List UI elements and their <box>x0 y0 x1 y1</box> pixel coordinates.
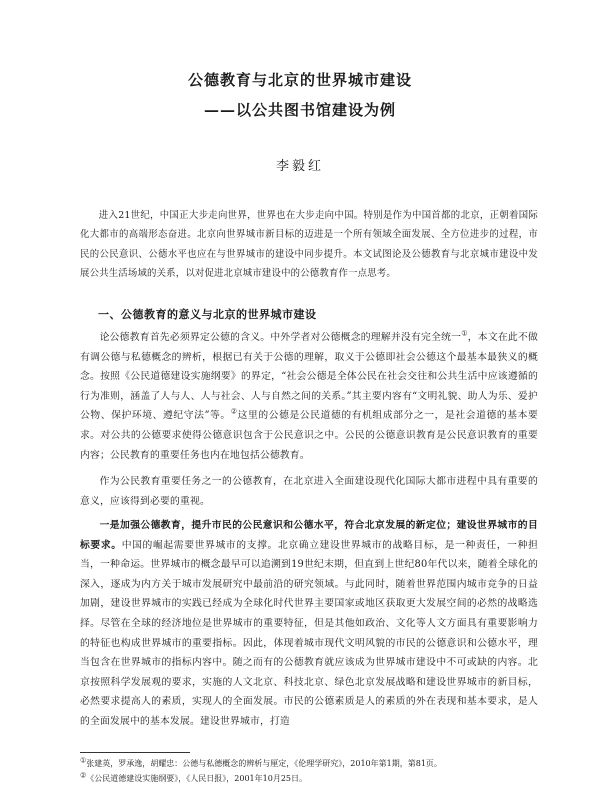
author-name: 李毅红 <box>275 159 324 174</box>
body-paragraph-3 <box>80 516 538 732</box>
footnote-mark-2: ② <box>80 771 87 780</box>
para1-text-b: ，本文在此不做有调公德与私德概念的辨析，根据已有关于公德的理解，取义于公德即社会公德这个最基本最狭义的概念。按照《公民道德建设实施纲要》的界定，“社会公德是全体公民在社会交往和公共生活中应该遵循的行为准则，涵盖了人与人、人与社会、人与自然之间的关系。”其主要内容有“文明礼貌、助人为乐、爱护公物、保护环境、遵纪守法”等。 <box>80 332 538 422</box>
footnote-ref-2[interactable]: ② <box>230 408 238 417</box>
paper-title: 公德教育与北京的世界城市建设 <box>187 71 412 89</box>
footnote-divider <box>80 752 190 753</box>
para3-text: 中国的崛起需要世界城市的支撑。北京确立建设世界城市的战略目标，是一种责任，一种担当，一种命运。世界城市的概念最早可以追溯到19世纪末期，但直到上世纪80年代以来，随着全球化的深入，逐成为内方关于城市发展研究中最前沿的研究领域。与此同时，随着世界范围内城市竞争的日益加剧，建设世界城市的实践已经成为全球化时代世界主要国家或地区获取更大发展空间的必然的战略选择。尽管在全球的经济地位是世界城市的重要特征，但是其他如政治、文化等人文方面具有重要影响力的特征也构成世界城市的重要指标。因此，体现着城市现代文明风貌的市民的公德意识和公德水平，理当包含在世界城市的指标内容中。随之而有的公德教育就应该成为世界城市建设中不可或缺的内容。北京按照科学发展观的要求，实施的人文北京、科技北京、绿色北京发展战略和建设世界城市的新目标，必然要求提高人的素质，实现人的全面发展。市民的公德素质是人的素质的外在表现和基本要求，是人的全面发展中的基本发展。建设世界城市，打造 <box>80 539 539 727</box>
footnote-2-text: 《公民道德建设实施纲要》，《人民日报》，2001年10月25日。 <box>86 774 307 783</box>
section-heading: 一、公德教育的意义与北京的世界城市建设 <box>98 308 317 321</box>
paper-subtitle: ——以公共图书馆建设为例 <box>203 101 396 119</box>
para1-text-c: 这里的公德是公民道德的有机组成部分之一，是社会道德的基本要求。对公共的公德要求使得公德意识包含于公民意识之中。公民的公德意识教育是公民意识教育的重要内容；公民教育的重要任务也内在地包括公德教育。 <box>80 410 538 461</box>
footnote-mark-1: ① <box>80 756 87 765</box>
footnote-2 <box>80 773 540 784</box>
body-paragraph-1 <box>80 328 538 465</box>
footnote-1-text: 张建英，罗承逸，胡耀忠：公德与私德概念的辨析与厘定，《伦理学研究》，2010年第1期，第81页。 <box>86 759 442 768</box>
para1-text-a: 论公德教育首先必须界定公德的含义。中外学者对公德概念的理解并没有完全统一 <box>99 332 462 343</box>
abstract-paragraph: 进入21世纪，中国正大步走向世界，世界也在大步走向中国。特别是作为中国首都的北京，正朝着国际化大都市的高端形态奋进。北京向世界城市新目标的迈进是一个所有领域全面发展、全方位进步的过程，市民的公民意识、公德水平也应在与世界城市的建设中同步提升。本文试图论及公德教育与北京城市建设中发展公共生活场域的关系，以对促进北京城市建设中的公德教育作一点思考。 <box>80 210 538 280</box>
footnote-ref-1[interactable]: ① <box>461 329 468 338</box>
body-paragraph-2: 作为公民教育重要任务之一的公德教育，在北京进入全面建设现代化国际大都市进程中具有重要的意义，应该得到必要的重视。 <box>80 476 538 507</box>
para3-lead-sentence: 一是加强公德教育，提升市民的公民意识和公德水平，符合北京发展的新定位；建设世界城市的目标要求。 <box>80 520 538 551</box>
footnote-1 <box>80 758 540 769</box>
